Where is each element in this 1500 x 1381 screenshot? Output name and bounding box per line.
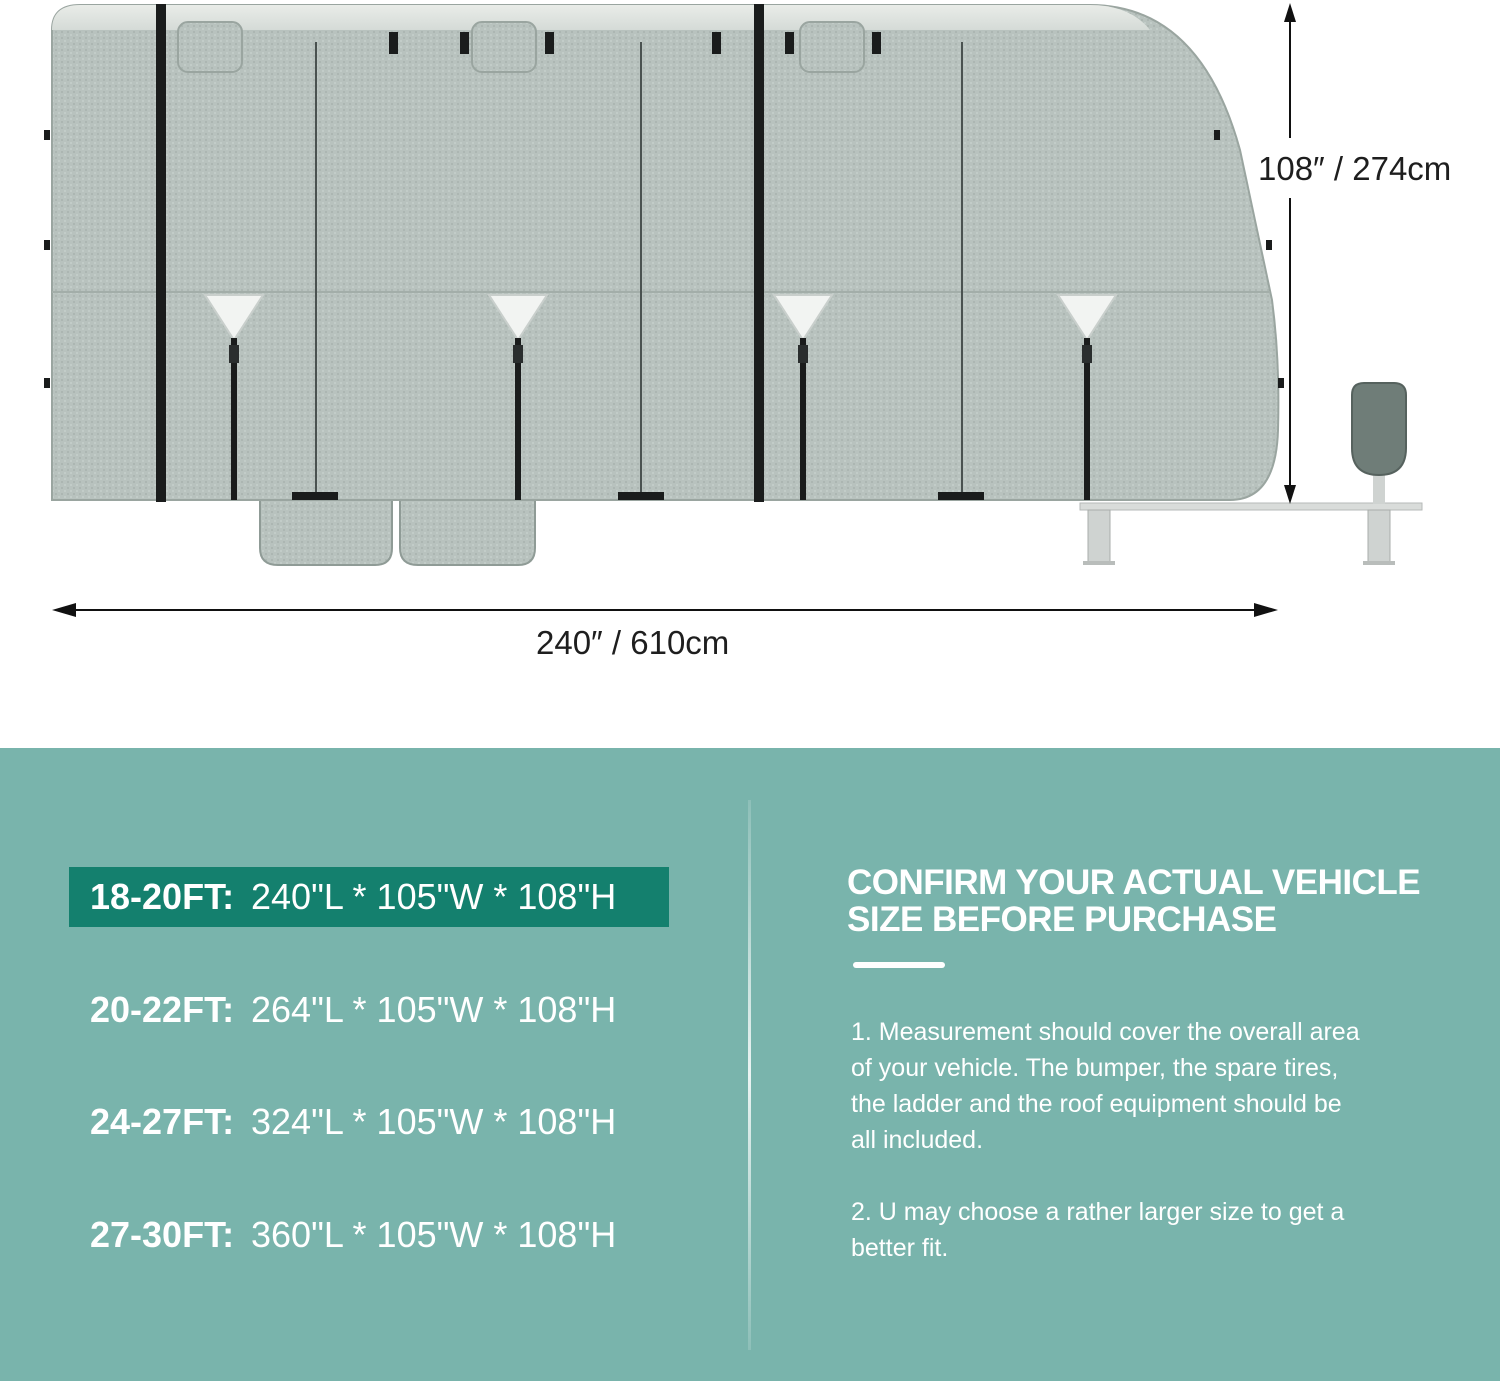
note-line: 1. Measurement should cover the overall area [851, 1018, 1360, 1046]
notice-title-line: SIZE BEFORE PURCHASE [847, 900, 1277, 939]
note-measurement [851, 1014, 1451, 1158]
size-key: 18-20FT: [90, 876, 235, 917]
size-dimensions: 240"L * 105"W * 108"H [251, 876, 617, 917]
length-arrow [52, 603, 1278, 617]
size-dimensions: 264"L * 105"W * 108"H [251, 989, 617, 1030]
size-row-27-30ft [69, 1205, 669, 1265]
size-info-panel [0, 748, 1500, 1381]
title-underline [853, 962, 945, 968]
size-row-20-22ft [69, 980, 669, 1040]
note-line: 2. U may choose a rather larger size to get a [851, 1198, 1345, 1226]
wheel-covers [260, 500, 535, 565]
note-line: of your vehicle. The bumper, the spare tires, [851, 1054, 1339, 1082]
note-line: all included. [851, 1126, 984, 1154]
note-larger-size [851, 1194, 1451, 1266]
note-line: the ladder and the roof equipment should be [851, 1090, 1342, 1118]
size-row-18-20ft [69, 867, 669, 927]
size-key: 24-27FT: [90, 1101, 235, 1142]
length-dimension-label: 240″ / 610cm [536, 624, 730, 661]
note-line: better fit. [851, 1234, 949, 1262]
size-dimensions: 324"L * 105"W * 108"H [251, 1101, 617, 1142]
notice-title [847, 864, 1467, 938]
size-key: 27-30FT: [90, 1214, 235, 1255]
height-dimension-label: 108″ / 274cm [1258, 150, 1452, 187]
size-key: 20-22FT: [90, 989, 235, 1030]
height-arrow [1284, 3, 1296, 504]
notice-title-line: CONFIRM YOUR ACTUAL VEHICLE [847, 863, 1421, 902]
size-row-24-27ft [69, 1092, 669, 1152]
panel-divider [748, 800, 751, 1350]
size-dimensions: 360"L * 105"W * 108"H [251, 1214, 617, 1255]
